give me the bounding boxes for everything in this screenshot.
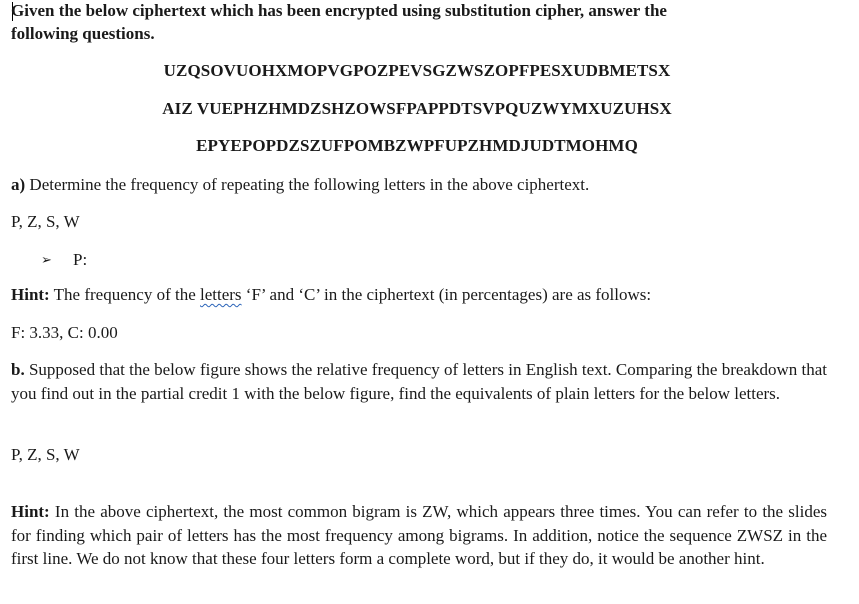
hint-2-label: Hint: — [11, 502, 50, 521]
hint-2 — [11, 500, 827, 571]
ciphertext-line-3: EPYEPOPDZSZUFPOMBZWPFUPZHMDJUDTMOHMQ — [196, 136, 638, 155]
part-a-text: Determine the frequency of repeating the following letters in the above ciphertext. — [25, 175, 590, 194]
hint-1-label: Hint: — [11, 285, 50, 304]
part-b-letters: P, Z, S, W — [11, 445, 80, 464]
ciphertext-line-2: AIZ VUEPHZHMDZSHZOWSFPAPPDTSVPQUZWYMXUZUHSX — [162, 99, 672, 118]
part-a-label: a) — [11, 175, 26, 194]
part-b-question — [11, 358, 827, 405]
spellcheck-flagged-word[interactable]: letters — [200, 285, 242, 304]
hint-2-text: In the above ciphertext, the most common bigram is ZW, which appears three times. You can refer to the slides for finding which pair of letters has the most frequency among bigrams. In addition, notice the sequence ZWSZ in the first line. We do not know that these four letters form a complete word, but if they do, it would be another hint. — [11, 502, 827, 568]
hint-1-values: F: 3.33, C: 0.00 — [11, 323, 118, 342]
part-a-question — [11, 173, 589, 196]
part-b-text: Supposed that the below figure shows the relative frequency of letters in English text. Comparing the breakdown that you find out in the partial credit 1 with the below figure, find the equivalents of plain letters for the below letters. — [11, 360, 827, 403]
hint-1 — [11, 283, 651, 306]
bullet-item-p: P: — [73, 250, 88, 269]
intro-line-2: following questions. — [11, 24, 155, 43]
hint-1-pre: The frequency of the — [49, 285, 200, 304]
intro-line-1: Given the below ciphertext which has been encrypted using substitution cipher, answer the — [11, 1, 667, 20]
hint-1-post: ‘F’ and ‘C’ in the ciphertext (in percentages) are as follows: — [241, 285, 652, 304]
bullet-arrow-icon: ➢ — [41, 252, 52, 267]
part-b-label: b. — [11, 360, 25, 379]
ciphertext-line-1: UZQSOVUOHXMOPVGPOZPEVSGZWSZOPFPESXUDBMETSX — [163, 61, 671, 80]
part-a-letters: P, Z, S, W — [11, 212, 80, 231]
